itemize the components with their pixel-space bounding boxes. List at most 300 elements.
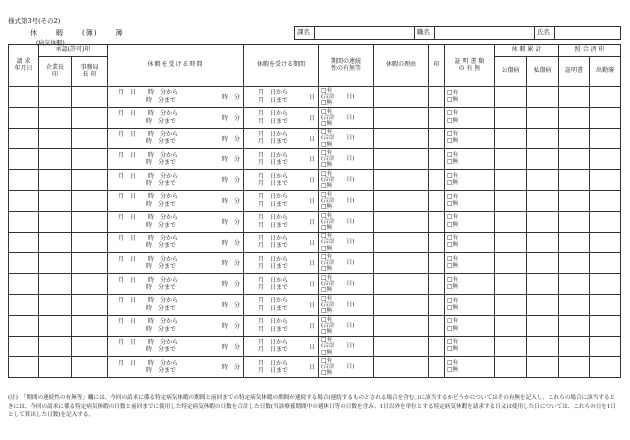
continuity-no-checkbox[interactable]: □無 bbox=[321, 203, 333, 210]
proof-no-checkbox[interactable]: □無 bbox=[447, 242, 459, 249]
continuity-cell[interactable] bbox=[319, 315, 374, 336]
time-total: 時 分 bbox=[221, 177, 240, 185]
period-days: 日 bbox=[308, 322, 315, 330]
proof-yes-checkbox[interactable]: □有 bbox=[447, 110, 459, 117]
continuity-no-checkbox[interactable]: □無 bbox=[321, 307, 333, 314]
continuity-yes-checkbox[interactable]: □有 bbox=[321, 316, 333, 323]
proof-no-checkbox[interactable]: □無 bbox=[447, 263, 459, 270]
attendance-book-check-cell[interactable] bbox=[590, 149, 621, 170]
proof-cell[interactable] bbox=[445, 315, 495, 336]
continuity-yes-checkbox[interactable]: □有 bbox=[321, 170, 333, 177]
certificate-check-cell[interactable] bbox=[559, 315, 590, 336]
attendance-book-check-cell[interactable] bbox=[590, 253, 621, 274]
continuity-no-checkbox[interactable]: □無 bbox=[321, 141, 333, 148]
seal-cell[interactable] bbox=[429, 232, 445, 253]
enterprise-head-seal-cell[interactable] bbox=[39, 170, 72, 191]
leave-time-cell[interactable] bbox=[108, 190, 244, 211]
proof-no-checkbox[interactable]: □無 bbox=[447, 221, 459, 228]
bureau-chief-header: 事務局 長 印 bbox=[72, 57, 108, 87]
time-from: 月 日 時 分から bbox=[118, 214, 179, 222]
enterprise-head-seal-cell[interactable] bbox=[39, 315, 72, 336]
proof-yes-checkbox[interactable]: □有 bbox=[447, 318, 459, 325]
continuity-no-checkbox[interactable]: □無 bbox=[321, 183, 333, 190]
continuity-yes-checkbox[interactable]: □有 bbox=[321, 212, 333, 219]
attendance-book-check-cell[interactable] bbox=[590, 336, 621, 357]
time-from: 月 日 時 分から bbox=[118, 193, 179, 201]
leave-period-cell[interactable] bbox=[244, 253, 319, 274]
continuity-no-checkbox[interactable]: □無 bbox=[321, 349, 333, 356]
seal-cell[interactable] bbox=[429, 107, 445, 128]
proof-cell[interactable] bbox=[445, 253, 495, 274]
on-duty-injury-cell[interactable] bbox=[495, 149, 527, 170]
department-label: 課名 bbox=[295, 27, 315, 40]
time-from: 月 日 時 分から bbox=[118, 338, 179, 346]
period-days: 日 bbox=[308, 218, 315, 226]
continuity-no-checkbox[interactable]: □無 bbox=[321, 266, 333, 273]
time-from: 月 日 時 分から bbox=[118, 130, 179, 138]
leave-period-cell[interactable] bbox=[244, 149, 319, 170]
title-char-2: 暇 bbox=[56, 29, 64, 37]
bureau-chief-seal-cell[interactable] bbox=[72, 211, 108, 232]
leave-period-cell[interactable] bbox=[244, 232, 319, 253]
request-date-cell[interactable] bbox=[9, 149, 39, 170]
certificate-check-cell[interactable] bbox=[559, 149, 590, 170]
private-injury-cell[interactable] bbox=[527, 336, 559, 357]
seal-cell[interactable] bbox=[429, 253, 445, 274]
attendance-book-check-cell[interactable] bbox=[590, 87, 621, 108]
leave-record-table bbox=[8, 44, 621, 378]
proof-yes-checkbox[interactable]: □有 bbox=[447, 360, 459, 367]
time-total: 時 分 bbox=[221, 114, 240, 122]
bureau-chief-seal-cell[interactable] bbox=[72, 253, 108, 274]
attendance-book-check-cell[interactable] bbox=[590, 211, 621, 232]
private-injury-cell[interactable] bbox=[527, 253, 559, 274]
time-from: 月 日 時 分から bbox=[118, 318, 179, 326]
request-date-cell[interactable] bbox=[9, 274, 39, 295]
bureau-chief-seal-cell[interactable] bbox=[72, 128, 108, 149]
enterprise-head-seal-cell[interactable] bbox=[39, 190, 72, 211]
table-row bbox=[9, 357, 621, 378]
leave-time-cell[interactable] bbox=[108, 274, 244, 295]
continuity-no-checkbox[interactable]: □無 bbox=[321, 287, 333, 294]
leave-period-cell[interactable] bbox=[244, 274, 319, 295]
table-row bbox=[9, 149, 621, 170]
continuity-yes-checkbox[interactable]: □有 bbox=[321, 150, 333, 157]
enterprise-head-seal-cell[interactable] bbox=[39, 211, 72, 232]
proof-cell[interactable] bbox=[445, 107, 495, 128]
continuity-cell[interactable] bbox=[319, 357, 374, 378]
request-date-cell[interactable] bbox=[9, 336, 39, 357]
period-to: 月 日まで bbox=[258, 367, 289, 375]
private-injury-cell[interactable] bbox=[527, 149, 559, 170]
bureau-chief-seal-cell[interactable] bbox=[72, 315, 108, 336]
proof-cell[interactable] bbox=[445, 294, 495, 315]
on-duty-injury-cell[interactable] bbox=[495, 336, 527, 357]
period-to: 月 日まで bbox=[258, 221, 289, 229]
reason-cell[interactable] bbox=[374, 149, 429, 170]
proof-no-checkbox[interactable]: □無 bbox=[447, 96, 459, 103]
period-to: 月 日まで bbox=[258, 242, 289, 250]
continuity-cell[interactable] bbox=[319, 253, 374, 274]
on-duty-injury-cell[interactable] bbox=[495, 232, 527, 253]
continuity-no-checkbox[interactable]: □無 bbox=[321, 328, 333, 335]
enterprise-head-seal-cell[interactable] bbox=[39, 87, 72, 108]
on-duty-injury-cell[interactable] bbox=[495, 211, 527, 232]
time-to: 時 分まで bbox=[146, 304, 177, 312]
request-date-cell[interactable] bbox=[9, 190, 39, 211]
proof-no-checkbox[interactable]: □無 bbox=[447, 367, 459, 374]
continuity-cell[interactable] bbox=[319, 232, 374, 253]
proof-no-checkbox[interactable]: □無 bbox=[447, 200, 459, 207]
leave-time-cell[interactable] bbox=[108, 294, 244, 315]
reason-cell[interactable] bbox=[374, 294, 429, 315]
reason-cell[interactable] bbox=[374, 128, 429, 149]
form-title bbox=[30, 28, 141, 38]
enterprise-head-header: 企業長 印 bbox=[39, 57, 72, 87]
attendance-book-check-cell[interactable] bbox=[590, 294, 621, 315]
attendance-book-check-cell[interactable] bbox=[590, 357, 621, 378]
time-total: 時 分 bbox=[221, 94, 240, 101]
time-from: 月 日 時 分から bbox=[118, 151, 179, 159]
enterprise-head-seal-cell[interactable] bbox=[39, 128, 72, 149]
request-date-cell[interactable] bbox=[9, 294, 39, 315]
private-injury-cell[interactable] bbox=[527, 315, 559, 336]
proof-no-checkbox[interactable]: □無 bbox=[447, 159, 459, 166]
enterprise-head-seal-cell[interactable] bbox=[39, 232, 72, 253]
certificate-check-cell[interactable] bbox=[559, 190, 590, 211]
leave-time-cell[interactable] bbox=[108, 253, 244, 274]
period-to: 月 日まで bbox=[258, 284, 289, 292]
private-injury-cell[interactable] bbox=[527, 87, 559, 108]
period-from: 月 日から bbox=[258, 234, 289, 242]
continuity-yes-checkbox[interactable]: □有 bbox=[321, 254, 333, 261]
proof-yes-checkbox[interactable]: □有 bbox=[447, 89, 459, 96]
leave-time-cell[interactable] bbox=[108, 315, 244, 336]
enterprise-head-seal-cell[interactable] bbox=[39, 294, 72, 315]
attendance-book-check-cell[interactable] bbox=[590, 170, 621, 191]
proof-yes-checkbox[interactable]: □有 bbox=[447, 214, 459, 221]
proof-yes-checkbox[interactable]: □有 bbox=[447, 131, 459, 138]
continuity-yes-checkbox[interactable]: □有 bbox=[321, 337, 333, 344]
continuity-no-checkbox[interactable]: □無 bbox=[321, 162, 333, 169]
proof-yes-checkbox[interactable]: □有 bbox=[447, 235, 459, 242]
proof-yes-checkbox[interactable]: □有 bbox=[447, 276, 459, 283]
continuity-cell[interactable] bbox=[319, 190, 374, 211]
certificate-check-cell[interactable] bbox=[559, 170, 590, 191]
enterprise-head-seal-cell[interactable] bbox=[39, 149, 72, 170]
continuity-total: (合計 日) bbox=[321, 343, 355, 350]
private-injury-cell[interactable] bbox=[527, 107, 559, 128]
reason-cell[interactable] bbox=[374, 170, 429, 191]
attendance-book-check-cell[interactable] bbox=[590, 315, 621, 336]
seal-cell[interactable] bbox=[429, 190, 445, 211]
continuity-yes-checkbox[interactable]: □有 bbox=[321, 295, 333, 302]
request-date-cell[interactable] bbox=[9, 357, 39, 378]
continuity-cell[interactable] bbox=[319, 149, 374, 170]
proof-no-checkbox[interactable]: □無 bbox=[447, 325, 459, 332]
leave-time-cell[interactable] bbox=[108, 232, 244, 253]
certificate-check-cell[interactable] bbox=[559, 107, 590, 128]
leave-time-cell[interactable] bbox=[108, 149, 244, 170]
leave-period-cell[interactable] bbox=[244, 190, 319, 211]
proof-yes-checkbox[interactable]: □有 bbox=[447, 256, 459, 263]
request-date-cell[interactable] bbox=[9, 87, 39, 108]
time-to: 時 分まで bbox=[146, 263, 177, 271]
proof-cell[interactable] bbox=[445, 274, 495, 295]
period-days: 日 bbox=[308, 197, 315, 205]
certificate-check-cell[interactable] bbox=[559, 253, 590, 274]
name-field[interactable] bbox=[555, 27, 621, 40]
period-from: 月 日から bbox=[258, 255, 289, 263]
certificate-check-cell[interactable] bbox=[559, 357, 590, 378]
time-from: 月 日 時 分から bbox=[118, 172, 179, 180]
private-injury-cell[interactable] bbox=[527, 274, 559, 295]
certificate-check-cell[interactable] bbox=[559, 294, 590, 315]
proof-cell[interactable] bbox=[445, 357, 495, 378]
proof-no-checkbox[interactable]: □無 bbox=[447, 304, 459, 311]
on-duty-injury-cell[interactable] bbox=[495, 87, 527, 108]
continuity-yes-checkbox[interactable]: □有 bbox=[321, 191, 333, 198]
seal-cell[interactable] bbox=[429, 274, 445, 295]
leave-time-cell[interactable] bbox=[108, 107, 244, 128]
time-total: 時 分 bbox=[221, 301, 240, 309]
leave-period-cell[interactable] bbox=[244, 211, 319, 232]
reason-cell[interactable] bbox=[374, 87, 429, 108]
proof-yes-checkbox[interactable]: □有 bbox=[447, 297, 459, 304]
bureau-chief-seal-cell[interactable] bbox=[72, 274, 108, 295]
seal-cell[interactable] bbox=[429, 357, 445, 378]
title-char-3: (簿) bbox=[82, 29, 98, 37]
leave-time-cell[interactable] bbox=[108, 357, 244, 378]
reason-cell[interactable] bbox=[374, 211, 429, 232]
leave-period-cell[interactable] bbox=[244, 87, 319, 108]
request-date-cell[interactable] bbox=[9, 211, 39, 232]
bureau-chief-seal-cell[interactable] bbox=[72, 336, 108, 357]
proof-cell[interactable] bbox=[445, 336, 495, 357]
position-field[interactable] bbox=[435, 27, 535, 40]
certificate-check-cell[interactable] bbox=[559, 274, 590, 295]
continuity-total: (合計 日) bbox=[321, 260, 355, 267]
period-to: 月 日まで bbox=[258, 117, 289, 125]
request-date-cell[interactable] bbox=[9, 170, 39, 191]
leave-period-cell[interactable] bbox=[244, 357, 319, 378]
continuity-total: (合計 日) bbox=[321, 322, 355, 329]
bureau-chief-seal-cell[interactable] bbox=[72, 357, 108, 378]
leave-time-cell[interactable] bbox=[108, 87, 244, 108]
attendance-book-check-cell[interactable] bbox=[590, 232, 621, 253]
bureau-chief-seal-cell[interactable] bbox=[72, 294, 108, 315]
table-row bbox=[9, 211, 621, 232]
proof-cell[interactable] bbox=[445, 211, 495, 232]
enterprise-head-seal-cell[interactable] bbox=[39, 107, 72, 128]
proof-no-checkbox[interactable]: □無 bbox=[447, 346, 459, 353]
period-from: 月 日から bbox=[258, 338, 289, 346]
bureau-chief-seal-cell[interactable] bbox=[72, 232, 108, 253]
time-from: 月 日 時 分から bbox=[118, 297, 179, 305]
seal-cell[interactable] bbox=[429, 294, 445, 315]
proof-cell[interactable] bbox=[445, 170, 495, 191]
on-duty-injury-cell[interactable] bbox=[495, 274, 527, 295]
period-days: 日 bbox=[308, 177, 315, 185]
enterprise-head-seal-cell[interactable] bbox=[39, 253, 72, 274]
continuity-yes-checkbox[interactable]: □有 bbox=[321, 129, 333, 136]
seal-cell[interactable] bbox=[429, 315, 445, 336]
attendance-book-check-cell[interactable] bbox=[590, 274, 621, 295]
proof-yes-checkbox[interactable]: □有 bbox=[447, 152, 459, 159]
bureau-chief-seal-cell[interactable] bbox=[72, 170, 108, 191]
continuity-cell[interactable] bbox=[319, 211, 374, 232]
continuity-cell[interactable] bbox=[319, 336, 374, 357]
request-date-cell[interactable] bbox=[9, 128, 39, 149]
on-duty-injury-cell[interactable] bbox=[495, 315, 527, 336]
continuity-yes-checkbox[interactable]: □有 bbox=[321, 233, 333, 240]
certificate-check-cell[interactable] bbox=[559, 211, 590, 232]
proof-no-checkbox[interactable]: □無 bbox=[447, 284, 459, 291]
proof-yes-checkbox[interactable]: □有 bbox=[447, 193, 459, 200]
continuity-no-checkbox[interactable]: □無 bbox=[321, 120, 333, 127]
continuity-cell[interactable] bbox=[319, 107, 374, 128]
proof-cell[interactable] bbox=[445, 232, 495, 253]
proof-yes-checkbox[interactable]: □有 bbox=[447, 339, 459, 346]
seal-cell[interactable] bbox=[429, 211, 445, 232]
continuity-total: (合計 日) bbox=[321, 177, 355, 184]
title-char-1: 休 bbox=[30, 29, 38, 37]
table-row bbox=[9, 87, 621, 108]
request-date-cell[interactable] bbox=[9, 253, 39, 274]
bureau-chief-seal-cell[interactable] bbox=[72, 190, 108, 211]
private-injury-cell[interactable] bbox=[527, 128, 559, 149]
continuity-yes-checkbox[interactable]: □有 bbox=[321, 108, 333, 115]
time-from: 月 日 時 分から bbox=[118, 234, 179, 242]
on-duty-injury-cell[interactable] bbox=[495, 128, 527, 149]
certificate-check-cell[interactable] bbox=[559, 128, 590, 149]
proof-cell[interactable] bbox=[445, 149, 495, 170]
on-duty-injury-cell[interactable] bbox=[495, 190, 527, 211]
continuity-cell[interactable] bbox=[319, 170, 374, 191]
proof-yes-checkbox[interactable]: □有 bbox=[447, 172, 459, 179]
continuity-cell[interactable] bbox=[319, 128, 374, 149]
on-duty-injury-cell[interactable] bbox=[495, 253, 527, 274]
proof-no-checkbox[interactable]: □無 bbox=[447, 117, 459, 124]
reason-cell[interactable] bbox=[374, 190, 429, 211]
leave-period-cell[interactable] bbox=[244, 336, 319, 357]
on-duty-injury-cell[interactable] bbox=[495, 170, 527, 191]
on-duty-injury-header: 公傷病 bbox=[495, 57, 527, 87]
leave-time-cell[interactable] bbox=[108, 170, 244, 191]
enterprise-head-seal-cell[interactable] bbox=[39, 274, 72, 295]
leave-time-cell[interactable] bbox=[108, 336, 244, 357]
attendance-book-check-cell[interactable] bbox=[590, 107, 621, 128]
reason-cell[interactable] bbox=[374, 336, 429, 357]
continuity-yes-checkbox[interactable]: □有 bbox=[321, 358, 333, 365]
table-row bbox=[9, 336, 621, 357]
leave-period-cell[interactable] bbox=[244, 170, 319, 191]
on-duty-injury-cell[interactable] bbox=[495, 357, 527, 378]
period-days: 日 bbox=[308, 156, 315, 164]
table-row bbox=[9, 107, 621, 128]
continuity-yes-checkbox[interactable]: □有 bbox=[321, 87, 333, 94]
seal-cell[interactable] bbox=[429, 87, 445, 108]
time-to: 時 分まで bbox=[146, 138, 177, 146]
proof-cell[interactable] bbox=[445, 128, 495, 149]
continuity-cell[interactable] bbox=[319, 294, 374, 315]
private-injury-cell[interactable] bbox=[527, 357, 559, 378]
reason-cell[interactable] bbox=[374, 107, 429, 128]
continuity-cell[interactable] bbox=[319, 87, 374, 108]
certificate-check-cell[interactable] bbox=[559, 336, 590, 357]
leave-period-cell[interactable] bbox=[244, 315, 319, 336]
time-total: 時 分 bbox=[221, 281, 240, 289]
proof-cell[interactable] bbox=[445, 190, 495, 211]
continuity-no-checkbox[interactable]: □無 bbox=[321, 370, 333, 377]
request-date-cell[interactable] bbox=[9, 232, 39, 253]
private-injury-cell[interactable] bbox=[527, 170, 559, 191]
leave-period-cell[interactable] bbox=[244, 128, 319, 149]
proof-cell[interactable] bbox=[445, 87, 495, 108]
certificate-check-cell[interactable] bbox=[559, 232, 590, 253]
bureau-chief-seal-cell[interactable] bbox=[72, 107, 108, 128]
enterprise-head-seal-cell[interactable] bbox=[39, 336, 72, 357]
attendance-book-check-cell[interactable] bbox=[590, 190, 621, 211]
seal-cell[interactable] bbox=[429, 336, 445, 357]
reason-cell[interactable] bbox=[374, 253, 429, 274]
bureau-chief-seal-cell[interactable] bbox=[72, 149, 108, 170]
proof-no-checkbox[interactable]: □無 bbox=[447, 180, 459, 187]
continuity-yes-checkbox[interactable]: □有 bbox=[321, 274, 333, 281]
period-to: 月 日まで bbox=[258, 263, 289, 271]
leave-period-cell[interactable] bbox=[244, 107, 319, 128]
leave-time-cell[interactable] bbox=[108, 211, 244, 232]
bureau-chief-seal-cell[interactable] bbox=[72, 87, 108, 108]
seal-cell[interactable] bbox=[429, 149, 445, 170]
on-duty-injury-cell[interactable] bbox=[495, 107, 527, 128]
private-injury-cell[interactable] bbox=[527, 211, 559, 232]
private-injury-cell[interactable] bbox=[527, 294, 559, 315]
reason-cell[interactable] bbox=[374, 274, 429, 295]
table-row bbox=[9, 315, 621, 336]
reason-cell[interactable] bbox=[374, 315, 429, 336]
period-from: 月 日から bbox=[258, 359, 289, 367]
request-date-cell[interactable] bbox=[9, 315, 39, 336]
leave-period-cell[interactable] bbox=[244, 294, 319, 315]
table-row bbox=[9, 190, 621, 211]
attendance-book-check-cell[interactable] bbox=[590, 128, 621, 149]
leave-time-cell[interactable] bbox=[108, 128, 244, 149]
continuity-no-checkbox[interactable]: □無 bbox=[321, 99, 333, 106]
enterprise-head-seal-cell[interactable] bbox=[39, 357, 72, 378]
continuity-total: (合計 日) bbox=[321, 197, 355, 204]
request-date-cell[interactable] bbox=[9, 107, 39, 128]
period-from: 月 日から bbox=[258, 151, 289, 159]
request-date-header: 請 求 年月日 bbox=[9, 45, 39, 87]
continuity-no-checkbox[interactable]: □無 bbox=[321, 245, 333, 252]
department-field[interactable] bbox=[315, 27, 415, 40]
on-duty-injury-cell[interactable] bbox=[495, 294, 527, 315]
continuity-no-checkbox[interactable]: □無 bbox=[321, 224, 333, 231]
private-injury-cell[interactable] bbox=[527, 232, 559, 253]
seal-cell[interactable] bbox=[429, 128, 445, 149]
period-days: 日 bbox=[308, 135, 315, 143]
certificate-check-cell[interactable] bbox=[559, 87, 590, 108]
reason-cell[interactable] bbox=[374, 232, 429, 253]
private-injury-cell[interactable] bbox=[527, 190, 559, 211]
continuity-cell[interactable] bbox=[319, 274, 374, 295]
seal-cell[interactable] bbox=[429, 170, 445, 191]
leave-time-header: 休暇を受ける時間 bbox=[108, 45, 244, 87]
table-row bbox=[9, 128, 621, 149]
reason-cell[interactable] bbox=[374, 357, 429, 378]
proof-no-checkbox[interactable]: □無 bbox=[447, 138, 459, 145]
